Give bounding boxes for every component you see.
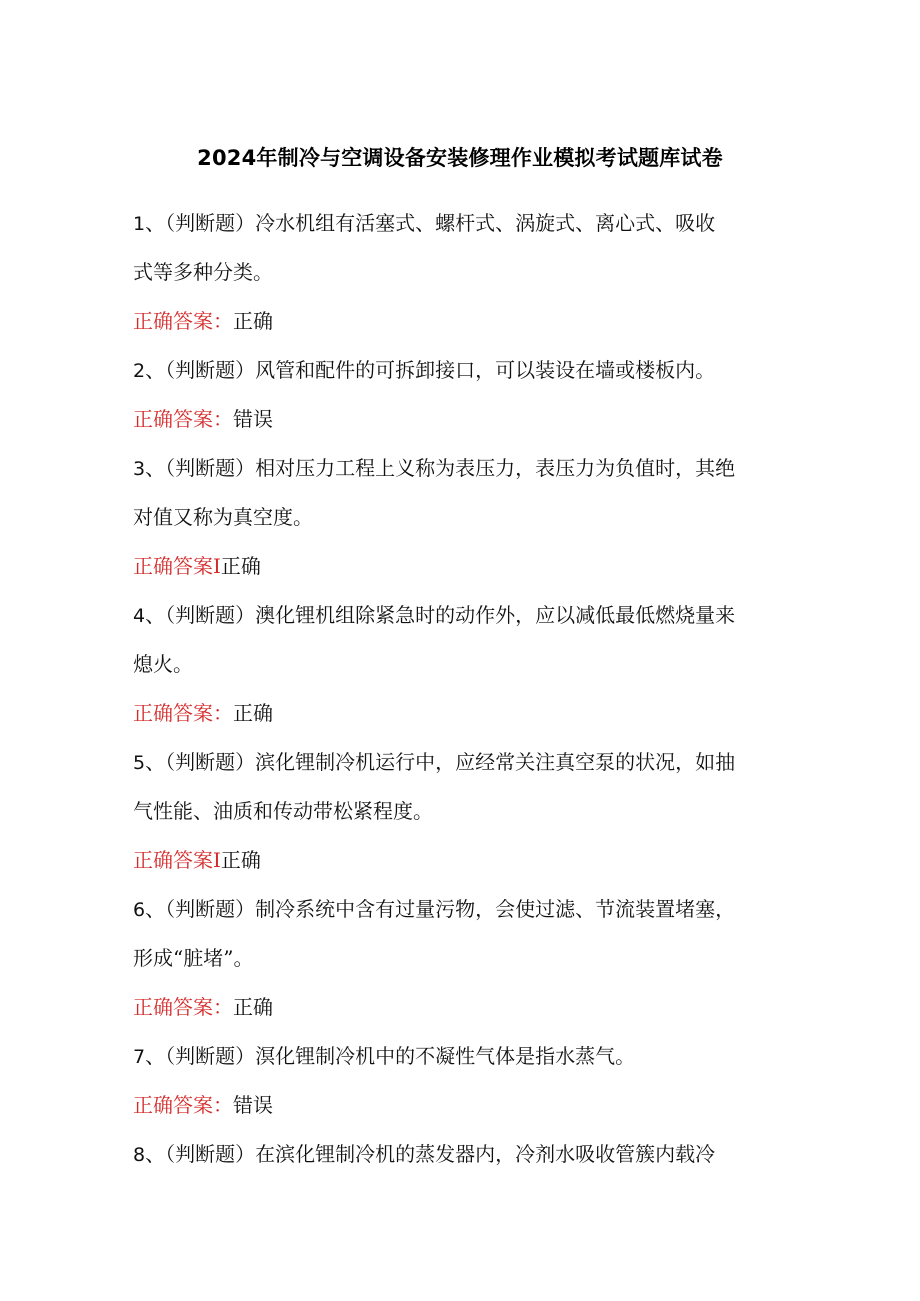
question-number: 4 [133,605,146,627]
answer-value: 正确 [220,848,261,872]
question-2-line-1 [133,346,793,395]
answer-label: 正确答案： [133,309,233,333]
question-4-line-1 [133,591,793,640]
question-text: （判断题）相对压力工程上义称为表压力，表压力为负值时，其绝 [165,456,736,480]
question-separator: 、 [145,897,166,921]
question-5-line-2: 气性能、油质和传动带松紧程度。 [133,799,433,823]
question-text: （判断题）滨化锂制冷机运行中，应经常关注真空泵的状况，如抽 [165,750,736,774]
answer-value: 错误 [233,1093,273,1117]
question-text: （判断题）冷水机组有活塞式、螺杆式、涡旋式、离心式、吸收 [165,211,716,235]
question-text: （判断题）在滨化锂制冷机的蒸发器内，冷剂水吸收管簇内载冷 [165,1142,716,1166]
question-separator: 、 [145,456,166,480]
answer-label: 正确答案I [133,554,221,578]
question-separator: 、 [145,211,166,235]
question-text: （判断题）风管和配件的可拆卸接口，可以装设在墙或楼板内。 [165,358,716,382]
answer-value: 正确 [233,995,273,1019]
answer-value: 错误 [233,407,273,431]
question-number: 3 [133,458,146,480]
answer-value: 正确 [233,309,273,333]
answer-label: 正确答案： [133,1093,233,1117]
document-title: 2024年制冷与空调设备安装修理作业模拟考试题库试卷 [197,146,723,170]
answer-label: 正确答案： [133,407,233,431]
question-text: （判断题）溟化锂制冷机中的不凝性气体是指水蒸气。 [165,1044,636,1068]
question-6-line-1 [133,885,793,934]
answer-4 [133,689,793,738]
question-6-line-2: 形成“脏堵”。 [133,946,254,970]
question-list [133,199,793,1179]
answer-label: 正确答案： [133,701,233,725]
question-5-line-1 [133,738,793,787]
question-3-line-1 [133,444,793,493]
question-4-line-2: 熄火。 [133,652,193,676]
question-number: 8 [133,1144,146,1166]
answer-value: 正确 [233,701,273,725]
answer-6 [133,983,793,1032]
answer-3 [133,542,793,591]
question-number: 2 [133,360,146,382]
answer-1 [133,297,793,346]
question-7-line-1 [133,1032,793,1081]
answer-2 [133,395,793,444]
question-separator: 、 [145,603,166,627]
answer-7 [133,1081,793,1130]
question-text: （判断题）澳化锂机组除紧急时的动作外，应以减低最低燃烧量来 [165,603,736,627]
question-3-line-2: 对值又称为真空度。 [133,505,313,529]
question-separator: 、 [145,1044,166,1068]
question-number: 1 [133,213,146,235]
answer-5 [133,836,793,885]
answer-label: 正确答案： [133,995,233,1019]
question-number: 5 [133,752,146,774]
question-number: 7 [133,1046,146,1068]
question-8-line-1 [133,1130,793,1179]
answer-value: 正确 [220,554,261,578]
question-separator: 、 [145,750,166,774]
question-number: 6 [133,899,146,921]
question-separator: 、 [145,1142,166,1166]
question-1-line-2: 式等多种分类。 [133,260,273,284]
answer-label: 正确答案I [133,848,221,872]
question-text: （判断题）制冷系统中含有过量污物，会使过滤、节流装置堵塞， [165,897,736,921]
question-separator: 、 [145,358,166,382]
question-1-line-1 [133,199,793,248]
